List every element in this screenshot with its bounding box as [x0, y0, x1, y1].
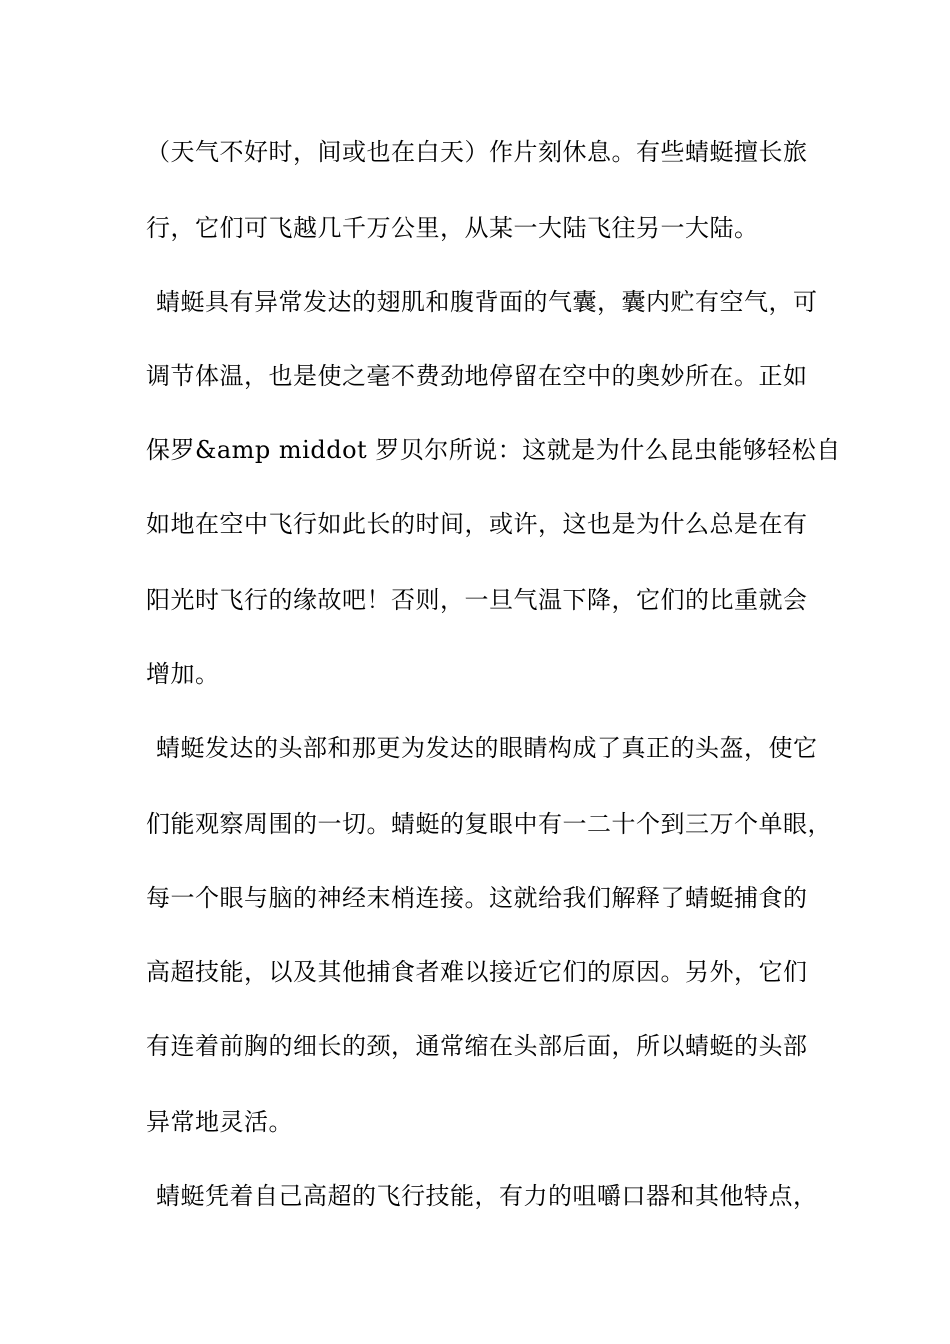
text-line: 行，它们可飞越几千万公里，从某一大陆飞往另一大陆。	[146, 214, 759, 242]
text-line: 异常地灵活。	[146, 1108, 293, 1136]
text-line: 保罗&amp middot 罗贝尔所说：这就是为什么昆虫能够轻松自	[146, 436, 841, 464]
text-line: 阳光时飞行的缘故吧！否则，一旦气温下降，它们的比重就会	[146, 586, 808, 614]
text-line: 高超技能，以及其他捕食者难以接近它们的原因。另外，它们	[146, 958, 808, 986]
paragraph-start-line: 蜻蜓凭着自己高超的飞行技能，有力的咀嚼口器和其他特点，	[156, 1182, 818, 1210]
text-line: 们能观察周围的一切。蜻蜓的复眼中有一二十个到三万个单眼，	[146, 810, 832, 838]
text-line: 调节体温，也是使之毫不费劲地停留在空中的奥妙所在。正如	[146, 362, 808, 390]
text-line: 增加。	[146, 660, 220, 688]
text-line: （天气不好时，间或也在白天）作片刻休息。有些蜻蜓擅长旅	[146, 138, 808, 166]
text-line: 有连着前胸的细长的颈，通常缩在头部后面，所以蜻蜓的头部	[146, 1032, 808, 1060]
paragraph-start-line: 蜻蜓具有异常发达的翅肌和腹背面的气囊，囊内贮有空气，可	[156, 288, 818, 316]
text-line: 如地在空中飞行如此长的时间，或许，这也是为什么总是在有	[146, 510, 808, 538]
text-line: 每一个眼与脑的神经末梢连接。这就给我们解释了蜻蜓捕食的	[146, 884, 808, 912]
paragraph-start-line: 蜻蜓发达的头部和那更为发达的眼睛构成了真正的头盔，使它	[156, 734, 818, 762]
